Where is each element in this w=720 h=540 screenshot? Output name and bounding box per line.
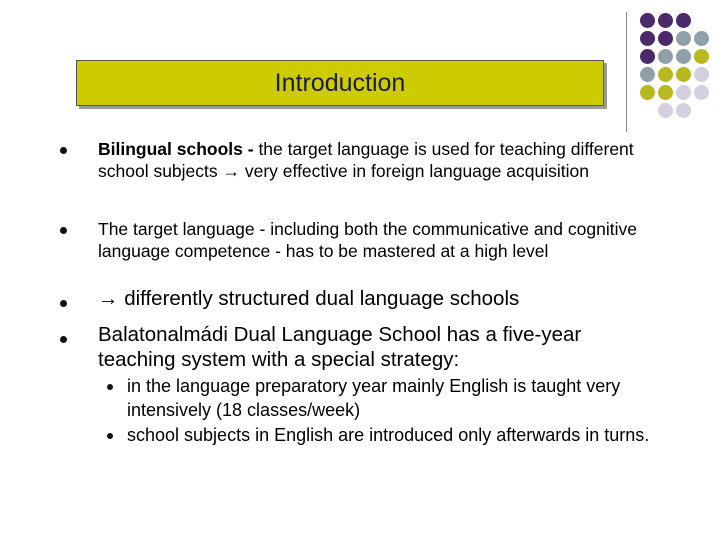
sub-bullet-text: in the language preparatory year mainly English is taught very intensively (18 classes/week) xyxy=(127,376,621,420)
dot xyxy=(676,67,691,82)
sub-bullet-item xyxy=(127,374,647,422)
bullet-text: Balatonalmádi Dual Language School has a five-year teaching system with a special strategy: xyxy=(98,323,582,371)
sub-bullet-marker xyxy=(107,433,113,439)
dot xyxy=(676,49,691,64)
sub-bullet-marker xyxy=(107,384,113,390)
dot xyxy=(658,67,673,82)
dot xyxy=(640,49,655,64)
dot xyxy=(676,13,691,28)
dot xyxy=(658,103,673,118)
bullet-item xyxy=(98,286,658,311)
bullet-item xyxy=(98,322,638,372)
slide-title: Introduction xyxy=(274,68,406,97)
bullet-marker xyxy=(60,300,67,307)
bullet-marker xyxy=(60,227,67,234)
dot xyxy=(694,49,709,64)
slide-title-box xyxy=(76,60,604,106)
sub-bullet-text: school subjects in English are introduced only afterwards in turns. xyxy=(127,425,650,445)
bullet-item xyxy=(98,138,658,182)
dot xyxy=(694,31,709,46)
bullet-text: → differently structured dual language schools xyxy=(98,287,520,310)
bullet-marker xyxy=(60,147,67,154)
dot xyxy=(640,85,655,100)
bullet-item xyxy=(98,218,658,262)
dot xyxy=(658,85,673,100)
dot xyxy=(658,13,673,28)
decorative-divider xyxy=(626,12,627,132)
dot xyxy=(676,31,691,46)
dot xyxy=(694,85,709,100)
sub-bullet-item xyxy=(127,423,655,447)
dot xyxy=(640,67,655,82)
dot xyxy=(658,49,673,64)
dot xyxy=(658,31,673,46)
bullet-text: The target language - including both the communicative and cognitive language competence - has to be mastered at a high level xyxy=(98,219,637,261)
dot xyxy=(676,85,691,100)
bullet-text: the target language is used for teaching different school subjects → very effective in foreign language acquisition xyxy=(98,139,634,181)
dot xyxy=(640,13,655,28)
bullet-bold-text: Bilingual schools - xyxy=(98,139,254,159)
bullet-marker xyxy=(60,336,67,343)
dot xyxy=(676,103,691,118)
dot xyxy=(640,31,655,46)
dot xyxy=(694,67,709,82)
